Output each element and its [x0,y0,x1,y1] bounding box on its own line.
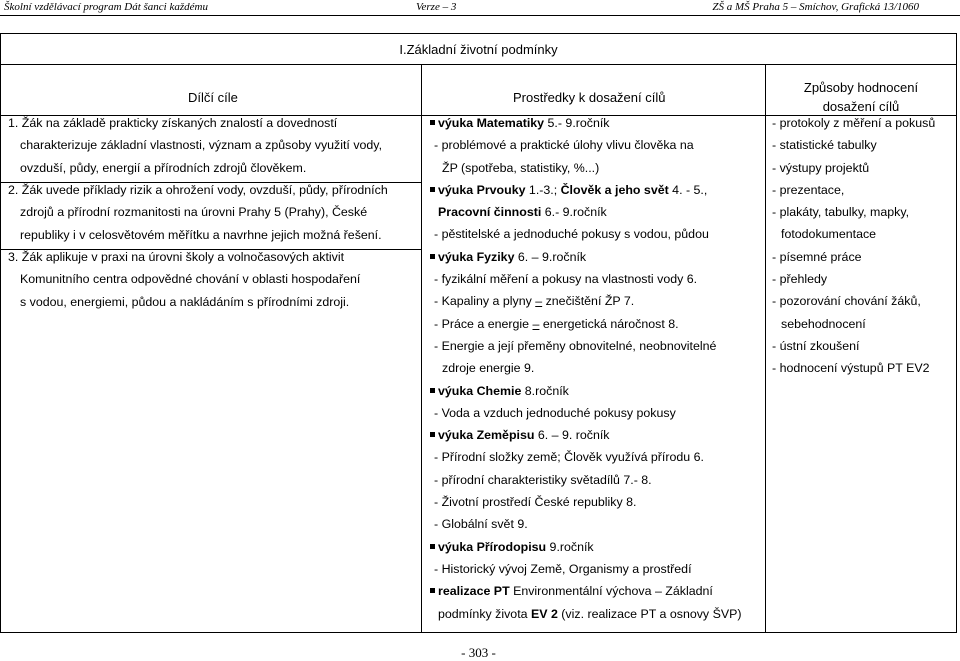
evaluation-item: - protokoly z měření a pokusů [772,116,936,130]
evaluation-item: sebehodnocení [781,316,866,331]
header-version: Verze – 3 [416,1,457,13]
means-line: - Voda a vzduch jednoduché pokusy pokusy [434,405,676,420]
table-title: I.Základní životní podmínky [399,42,558,57]
subject-label: výuka Prvouky [438,182,526,197]
means-line: - Kapaliny a plyny – znečištění ŽP 7. [434,294,635,309]
column-header-goals: Dílčí cíle [188,90,238,105]
goal-3 [8,246,360,313]
subject-label: výuka Matematiky [438,116,545,130]
means-line: - problémové a praktické úlohy vlivu člověka na [434,138,694,153]
goal-1 [8,112,382,179]
grade-range: 5.- 9.ročník [544,116,610,130]
goal-line: 2. Žák uvede příklady rizik a ohrožení vody, ovzduší, půdy, přírodních [8,183,388,197]
means-line: - Přírodní složky země; Člověk využívá přírodu 6. [434,450,704,465]
running-header [0,0,960,14]
means-subject-pt [430,580,742,602]
grade-range: 6. – 9.ročník [514,249,587,264]
grade-range: 6. – 9. ročník [534,428,610,443]
evaluation-item: - výstupy projektů [772,160,870,175]
subject-label: výuka Přírodopisu [438,539,547,554]
subject-label: výuka Fyziky [438,249,515,264]
goal-line: Komunitního centra odpovědné chování v oblasti hospodaření [20,272,361,287]
subject-label: výuka Chemie [438,383,522,398]
means-subject-biology [430,536,742,558]
evaluation-item: - písemné práce [772,249,862,264]
subject-label: výuka Zeměpisu [438,428,535,443]
column-header-evaluation-line2: dosažení cílů [822,99,900,114]
column-header-evaluation [766,78,956,116]
means-line: - přírodní charakteristiky světadílů 7.- 8. [434,472,652,487]
header-rule [0,15,960,16]
means-line: - Práce a energie – energetická náročnost 8. [434,316,679,331]
means-line: - Životní prostředí České republiky 8. [434,495,637,510]
means-subject-prvouka [430,179,742,201]
grade-range: 1.-3.; [525,182,561,197]
goal-line: charakterizuje základní vlastnosti, význam a způsoby využití vody, [20,138,383,153]
grade-range: 4. - 5., [668,182,708,197]
means-subject-chemistry [430,380,742,402]
goal-line: s vodou, energiemi, půdou a nakládáním s přírodními zdroji. [20,294,350,309]
means-subject-math [430,112,742,134]
evaluation-item: - statistické tabulky [772,138,877,153]
column-header-evaluation-line1: Způsoby hodnocení [803,80,919,95]
goal-line: republiky i v celosvětovém měřítku a navrhne jejich možná řešení. [20,227,382,242]
means-subject-physics [430,246,742,268]
grade-range: 9.ročník [546,539,594,554]
goal-line: zdrojů a přírodní rozmanitosti na úrovni Prahy 5 (Prahy), České [20,205,368,220]
evaluation-item: - přehledy [772,272,828,287]
evaluation-list [772,112,935,380]
subject-label: Pracovní činnosti [438,205,542,220]
means-line: - pěstitelské a jednoduché pokusy s vodou, půdou [434,227,709,242]
subject-label: realizace PT [438,584,510,599]
goal-2 [8,179,388,246]
column-header-means: Prostředky k dosažení cílů [513,90,666,105]
evaluation-item: - prezentace, [772,182,845,197]
means-line: - Historický vývoj Země, Organismy a prostředí [434,561,692,576]
means-list [430,112,742,625]
subject-label: Člověk a jeho svět [560,182,669,197]
grade-range: Environmentální výchova – Základní [509,584,713,599]
evaluation-item: - hodnocení výstupů PT EV2 [772,361,930,376]
evaluation-item: - pozorování chování žáků, [772,294,921,309]
goal-line: 1. Žák na základě prakticky získaných znalostí a dovedností [8,116,338,130]
grade-range: 8.ročník [521,383,569,398]
header-school-program: Školní vzdělávací program Dát šanci každému [4,1,208,13]
means-line: - fyzikální měření a pokusy na vlastnosti vody 6. [434,272,698,287]
page-number: - 303 - [461,645,496,660]
evaluation-item: fotodokumentace [781,227,877,242]
means-line: zdroje energie 9. [442,361,535,376]
header-school-address: ZŠ a MŠ Praha 5 – Smíchov, Grafická 13/1060 [712,1,919,13]
means-line: - Globální svět 9. [434,517,528,532]
means-line: podmínky života EV 2 (viz. realizace PT a osnovy ŠVP) [438,606,742,621]
means-line: - Energie a její přeměny obnovitelné, neobnovitelné [434,338,717,353]
goal-line: ovzduší, půdy, energií a přírodních zdrojů člověkem. [20,160,307,175]
means-line: ŽP (spotřeba, statistiky, %...) [442,160,600,175]
evaluation-item: - plakáty, tabulky, mapky, [772,205,910,220]
evaluation-item: - ústní zkoušení [772,338,860,353]
means-subject-work [430,201,742,223]
means-subject-geography [430,424,742,446]
grade-range: 6.- 9.ročník [541,205,607,220]
goal-line: 3. Žák aplikuje v praxi na úrovni školy a volnočasových aktivit [8,250,345,264]
